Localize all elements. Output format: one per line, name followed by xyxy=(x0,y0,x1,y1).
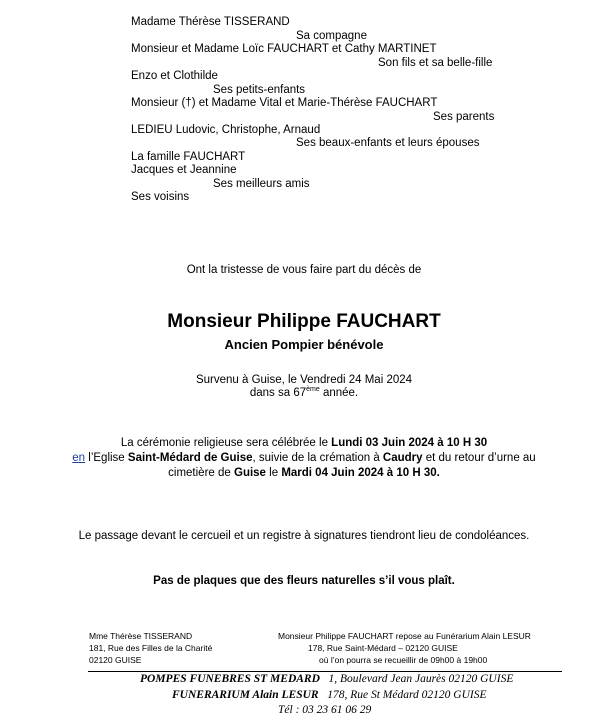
footer-phone: Tél : 03 23 61 06 29 xyxy=(278,704,372,716)
contact-right-line: 178, Rue Saint-Médard – 02120 GUISE xyxy=(308,643,458,653)
footer-divider xyxy=(88,671,562,672)
death-age: dans sa 67ème année. xyxy=(249,386,359,399)
deceased-name: Monsieur Philippe FAUCHART xyxy=(167,311,441,332)
ceremony-line-2: en l’Eglise Saint-Médard de Guise, suivie de la crémation à Caudry et du retour d’urne au xyxy=(72,452,536,464)
family-line: LEDIEU Ludovic, Christophe, Arnaud xyxy=(131,124,321,136)
family-line: La famille FAUCHART xyxy=(131,151,246,163)
family-line: Monsieur (†) et Madame Vital et Marie-Thérèse FAUCHART xyxy=(131,97,438,109)
family-line: Enzo et Clothilde xyxy=(131,70,218,82)
footer-funerarium: FUNERARIUM Alain LESUR 178, Rue St Médard 02120 GUISE xyxy=(172,689,487,701)
deceased-title: Ancien Pompier bénévole xyxy=(224,337,384,352)
family-line: Jacques et Jeannine xyxy=(131,164,237,176)
contact-left-city: 02120 GUISE xyxy=(89,655,142,665)
family-relation: Ses beaux-enfants et leurs épouses xyxy=(296,137,480,149)
contact-right-line: Monsieur Philippe FAUCHART repose au Funérarium Alain LESUR xyxy=(278,631,531,641)
family-relation: Son fils et sa belle-fille xyxy=(378,57,493,69)
family-line: Ses voisins xyxy=(131,191,190,203)
contact-left-name: Mme Thérèse TISSERAND xyxy=(89,631,193,641)
family-line: Monsieur et Madame Loïc FAUCHART et Cathy MARTINET xyxy=(131,43,437,55)
family-line: Madame Thérèse TISSERAND xyxy=(131,16,290,28)
condolences-note: Le passage devant le cercueil et un registre à signatures tiendront lieu de condoléances. xyxy=(78,530,530,542)
footer-pf: POMPES FUNEBRES ST MEDARD 1, Boulevard Jean Jaurès 02120 GUISE xyxy=(140,673,514,685)
family-relation: Ses parents xyxy=(433,111,495,123)
family-relation: Ses petits-enfants xyxy=(213,84,306,96)
en-link[interactable]: en xyxy=(72,452,86,464)
death-date: Survenu à Guise, le Vendredi 24 Mai 2024 xyxy=(195,374,413,386)
flowers-note: Pas de plaques que des fleurs naturelles s’il vous plaît. xyxy=(153,575,455,587)
ceremony-line-1: La cérémonie religieuse sera célébrée le Lundi 03 Juin 2024 à 10 H 30 xyxy=(120,437,488,449)
family-relation: Sa compagne xyxy=(296,30,367,42)
contact-left-street: 181, Rue des Filles de la Charité xyxy=(89,643,213,653)
ceremony-line-3: cimetière de Guise le Mardi 04 Juin 2024 à 10 H 30. xyxy=(168,467,440,479)
announcement: Ont la tristesse de vous faire part du décès de xyxy=(186,264,422,276)
contact-right-line: où l’on pourra se recueillir de 09h00 à 19h00 xyxy=(319,655,488,665)
family-relation: Ses meilleurs amis xyxy=(213,178,310,190)
